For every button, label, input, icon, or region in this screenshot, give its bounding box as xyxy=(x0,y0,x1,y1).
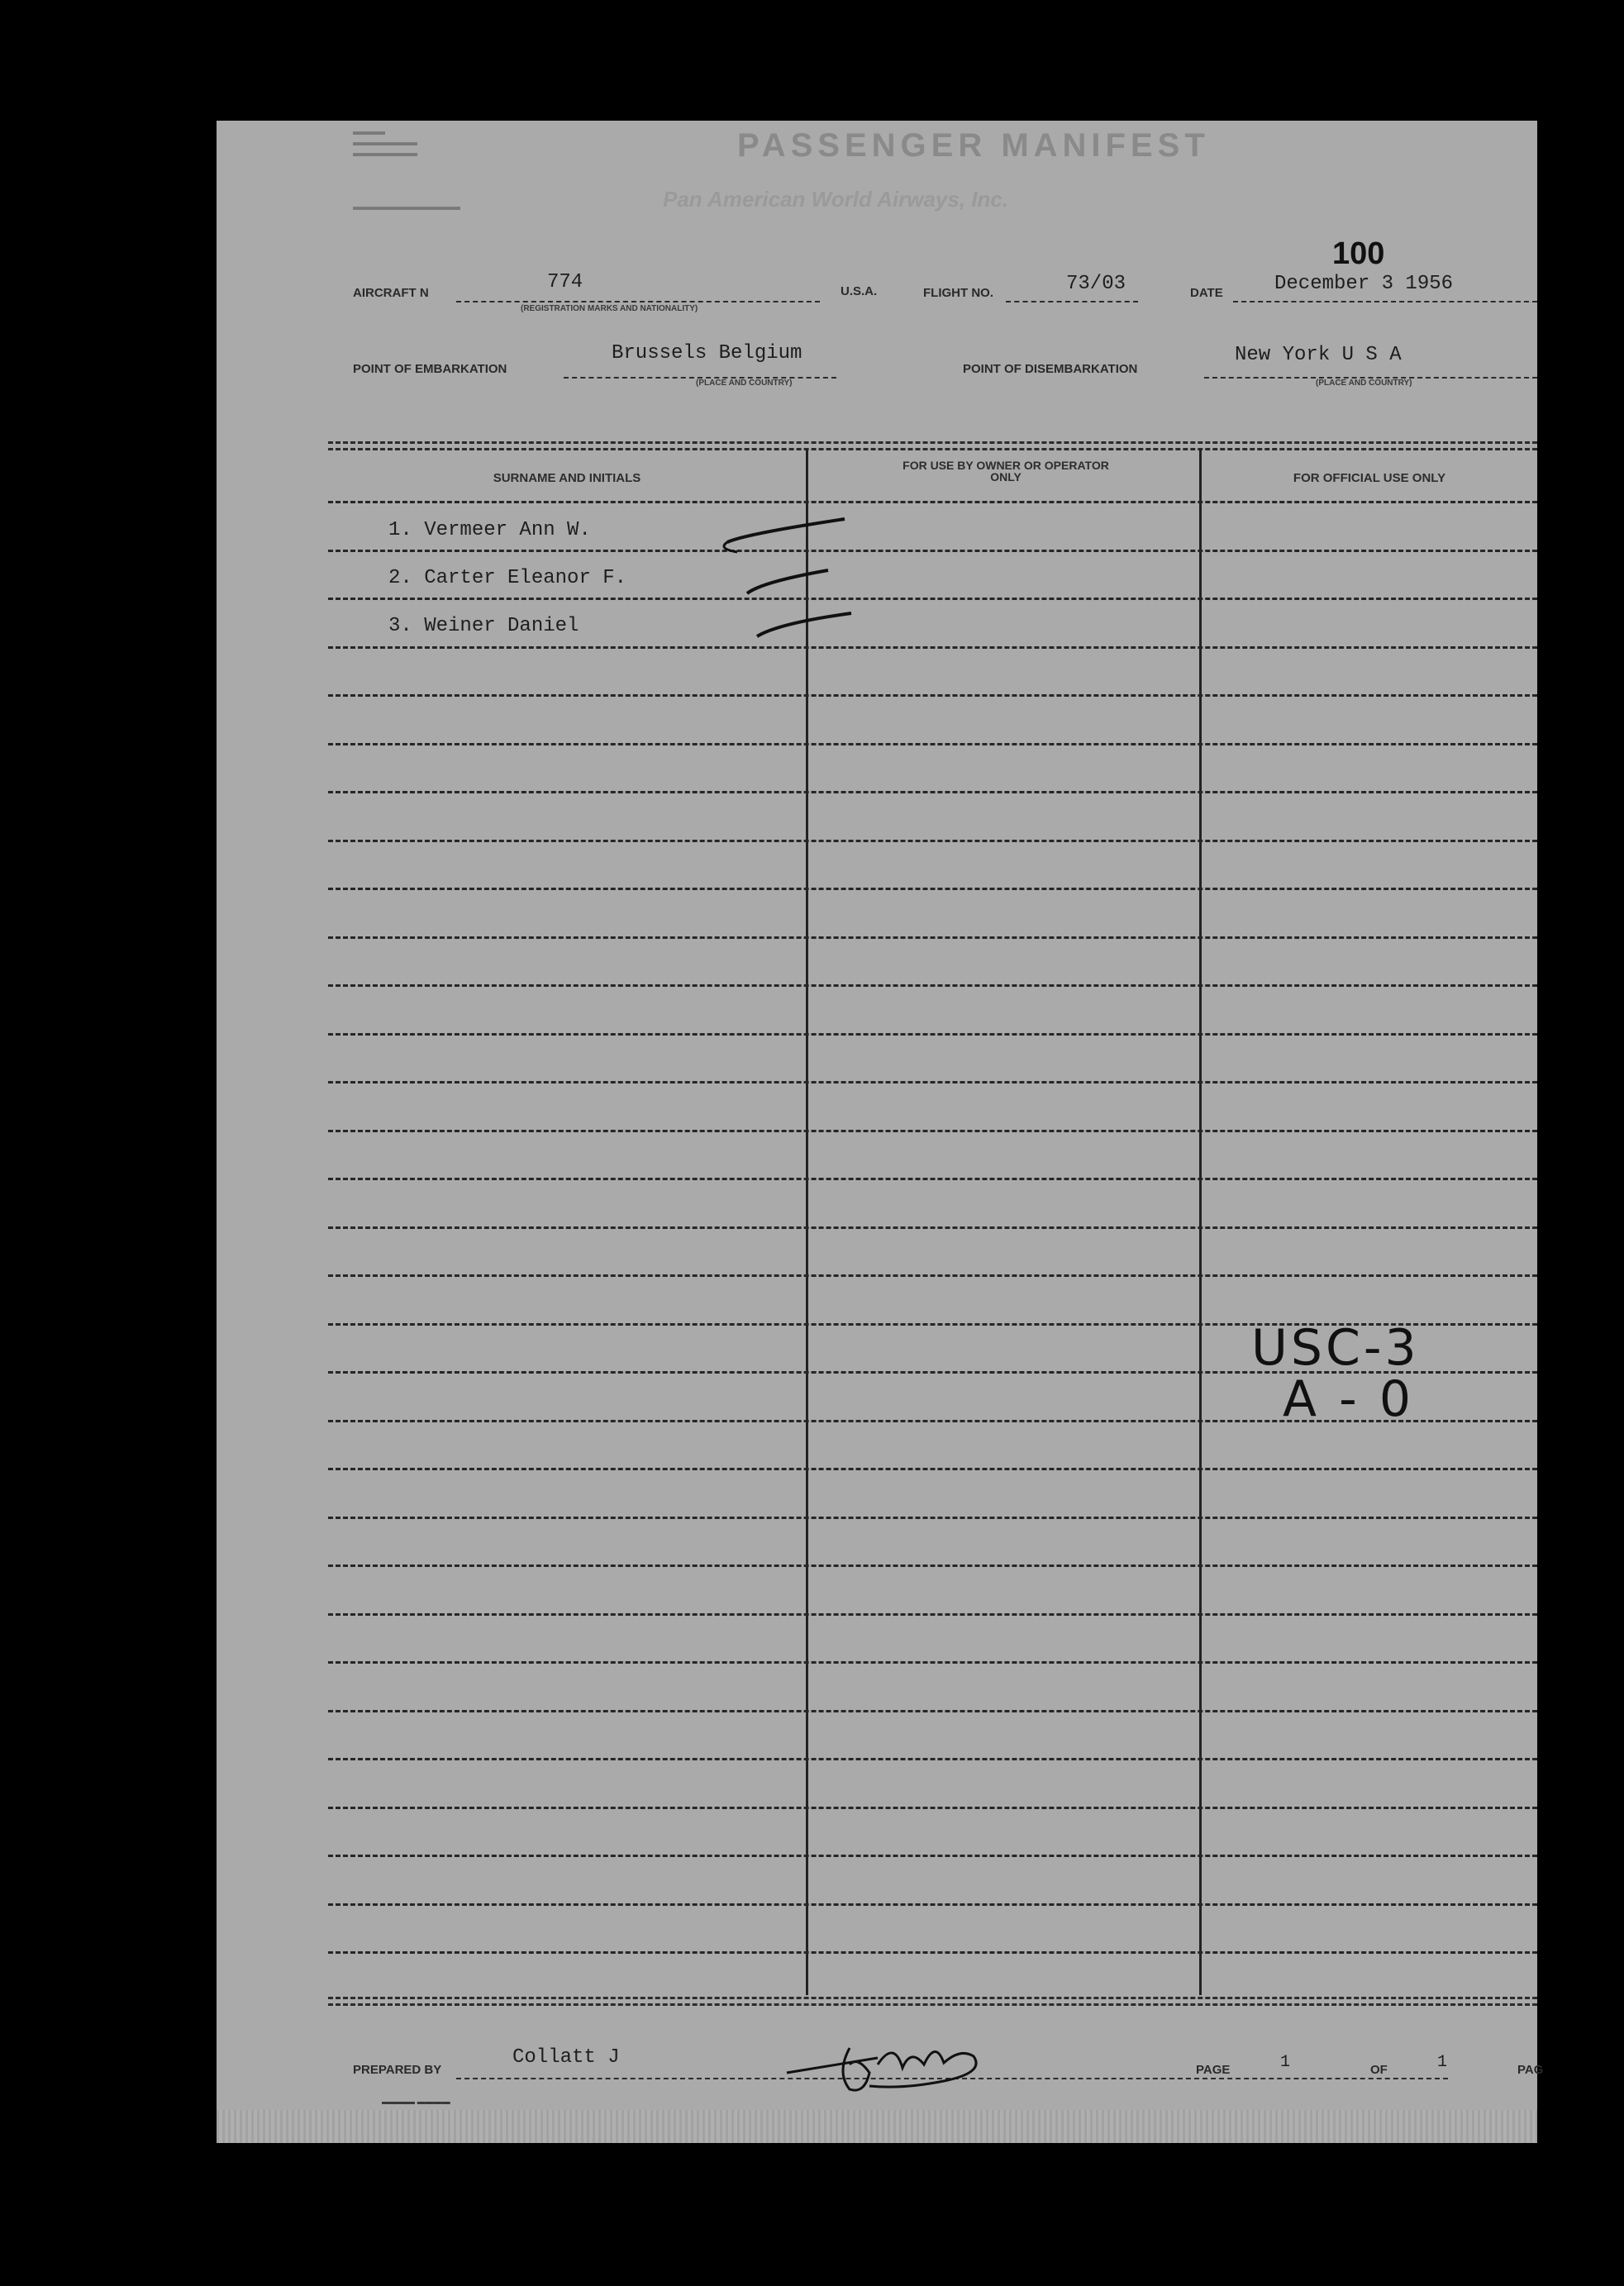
table-row-line xyxy=(328,1033,1537,1036)
table-row-line xyxy=(328,1758,1537,1760)
disembarkation-value: New York U S A xyxy=(1235,344,1402,366)
signature xyxy=(779,2015,1010,2106)
table-row-line xyxy=(328,1951,1537,1954)
embarkation-value: Brussels Belgium xyxy=(612,342,802,364)
table-row-line xyxy=(328,694,1537,697)
table-row-line xyxy=(328,791,1537,793)
table-row-line xyxy=(328,1468,1537,1470)
table-row-line xyxy=(328,646,1537,649)
nationality-label: U.S.A. xyxy=(841,284,878,298)
check-marks xyxy=(712,484,927,691)
date-underline xyxy=(1233,301,1537,302)
table-row-line xyxy=(328,1661,1537,1664)
passenger-entry: 2. Carter Eleanor F. xyxy=(388,567,627,589)
column-divider-2 xyxy=(1199,450,1202,1995)
header-surname: SURNAME AND INITIALS xyxy=(493,471,641,485)
date-label: DATE xyxy=(1190,286,1223,300)
table-row-line xyxy=(328,840,1537,842)
page-label: PAGE xyxy=(1196,2063,1231,2077)
table-row-line xyxy=(328,1517,1537,1519)
table-top-border xyxy=(328,441,1537,444)
table-row-line xyxy=(328,1613,1537,1616)
form-title: PASSENGER MANIFEST xyxy=(737,127,1210,164)
table-row-line xyxy=(328,1226,1537,1229)
of-value: 1 xyxy=(1437,2053,1448,2072)
aircraft-value: 774 xyxy=(547,271,583,293)
table-bottom-border xyxy=(328,1997,1537,1999)
table-row-line xyxy=(328,1710,1537,1712)
form-subtitle: Pan American World Airways, Inc. xyxy=(663,187,1009,212)
table-row-line xyxy=(328,984,1537,987)
table-row-line xyxy=(328,1178,1537,1180)
table-row-line xyxy=(328,743,1537,745)
table-row-line xyxy=(328,501,1537,503)
header-owner: FOR USE BY OWNER OR OPERATOR ONLY xyxy=(902,459,1109,483)
table-row-line xyxy=(328,1855,1537,1857)
of-label: OF xyxy=(1370,2063,1388,2077)
corner-owner-line: ▬▬▬▬▬▬▬▬▬▬ xyxy=(353,200,460,212)
handwritten-annotation-1: USC-3 xyxy=(1251,1319,1420,1377)
passenger-entry: 3. Weiner Daniel xyxy=(388,615,579,637)
page-value: 1 xyxy=(1280,2053,1291,2072)
table-bottom-border-2 xyxy=(328,2003,1537,2006)
table-row-line xyxy=(328,936,1537,939)
table-top-border-2 xyxy=(328,448,1537,450)
table-row-line xyxy=(328,888,1537,890)
table-row-line xyxy=(328,1274,1537,1277)
aircraft-label: AIRCRAFT N xyxy=(353,286,429,300)
prepared-by-value: Collatt J xyxy=(512,2046,620,2069)
table-row-line xyxy=(328,1130,1537,1132)
table-row-line xyxy=(328,550,1537,552)
footer-fineprint: ▬▬▬▬ ▬▬▬▬ xyxy=(382,2098,450,2107)
aircraft-sub: (REGISTRATION MARKS AND NATIONALITY) xyxy=(521,304,698,313)
passenger-entry: 1. Vermeer Ann W. xyxy=(388,519,591,541)
prepared-by-label: PREPARED BY xyxy=(353,2063,442,2077)
table-row-line xyxy=(328,1903,1537,1906)
table-row-line xyxy=(328,1081,1537,1083)
disembarkation-label: POINT OF DISEMBARKATION xyxy=(963,362,1138,376)
embarkation-sub: (PLACE AND COUNTRY) xyxy=(696,379,793,388)
corner-stamp: ▬▬▬ ▬▬▬▬▬▬ ▬▬▬▬▬▬ xyxy=(353,125,417,159)
header-official: FOR OFFICIAL USE ONLY xyxy=(1293,471,1446,485)
table-row-line xyxy=(328,598,1537,600)
flight-label: FLIGHT NO. xyxy=(923,286,993,300)
page-number: 100 xyxy=(1332,236,1385,271)
manifest-sheet xyxy=(217,121,1544,2143)
aircraft-underline xyxy=(456,301,820,302)
table-row-line xyxy=(328,1807,1537,1809)
table-row-line xyxy=(328,1564,1537,1567)
disembarkation-sub: (PLACE AND COUNTRY) xyxy=(1316,379,1412,388)
pag-label: PAG xyxy=(1517,2063,1544,2077)
embarkation-label: POINT OF EMBARKATION xyxy=(353,362,507,376)
flight-underline xyxy=(1006,301,1138,302)
flight-value: 73/03 xyxy=(1066,273,1126,295)
date-value: December 3 1956 xyxy=(1274,273,1454,295)
handwritten-annotation-2: A - 0 xyxy=(1283,1370,1415,1428)
scan-noise xyxy=(217,2110,1537,2143)
